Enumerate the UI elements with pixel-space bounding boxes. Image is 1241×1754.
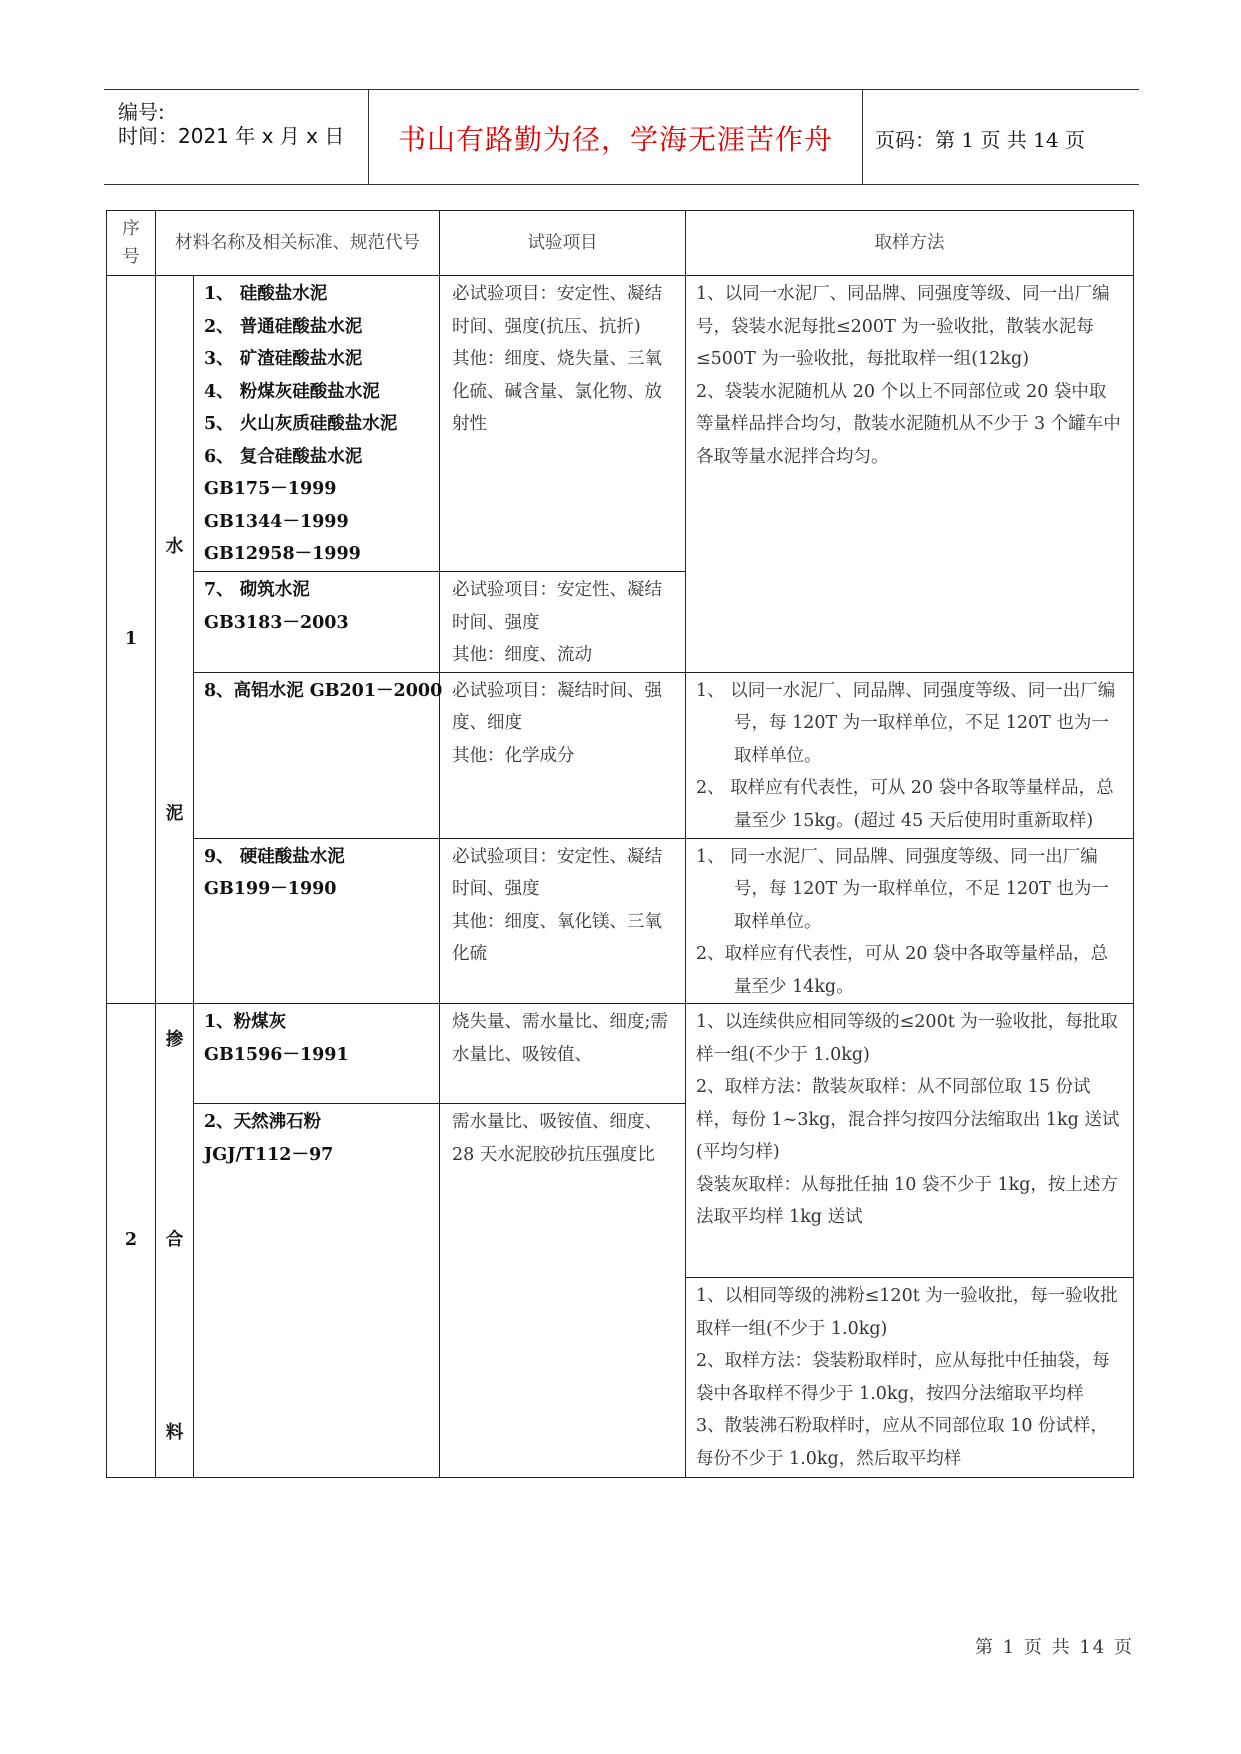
document-header bbox=[104, 89, 1139, 185]
test-items-cell: 必试验项目：安定性、凝结时间、强度(抗压、抗折) 其他：细度、烧失量、三氧化硫、碱含量、氯化物、放射性 bbox=[440, 276, 686, 572]
material-line: GB1596－1991 bbox=[204, 1044, 349, 1065]
material-line: GB175－1999 bbox=[204, 479, 337, 499]
material-cell bbox=[194, 672, 443, 838]
material-line: 3、 矿渣硅酸盐水泥 bbox=[204, 349, 363, 369]
material-line: GB12958－1999 bbox=[204, 544, 361, 564]
sampling-line: 1、以同一水泥厂、同品牌、同强度等级、同一出厂编号，袋装水泥每批≤200T 为一验收批，散装水泥每≤500T 为一验收批，每批取样一组(12kg) bbox=[696, 284, 1110, 369]
material-cell bbox=[194, 1104, 440, 1478]
sampling-line: 2、取样方法：袋装粉取样时，应从每批中任抽袋，每袋中各取样不得少于 1.0kg，按四分法缩取平均样 bbox=[696, 1351, 1110, 1404]
sampling-line: 2、取样方法：散装灰取样：从不同部位取 15 份试样，每份 1~3kg，混合拌匀按四分法缩取出 1kg 送试(平均匀样) bbox=[696, 1077, 1120, 1162]
sampling-method-cell bbox=[686, 672, 1134, 838]
table-row bbox=[107, 838, 1134, 1004]
page-indicator: 页码：第 1 页 共 14 页 bbox=[875, 128, 1085, 152]
header-test-items: 试验项目 bbox=[440, 211, 686, 276]
material-cell bbox=[194, 572, 440, 673]
header-seq: 序号 bbox=[107, 211, 156, 276]
sampling-method-cell bbox=[686, 1004, 1134, 1278]
header-left-cell bbox=[104, 90, 369, 184]
group-2-seq: 2 bbox=[107, 1004, 156, 1478]
group-1-seq: 1 bbox=[107, 276, 156, 1004]
table-header-row bbox=[107, 211, 1134, 276]
material-line: 1、粉煤灰 bbox=[204, 1012, 287, 1032]
test-items-cell: 必试验项目：安定性、凝结时间、强度 其他：细度、氧化镁、三氧化硫 bbox=[440, 838, 686, 1004]
table-row bbox=[107, 276, 1134, 572]
material-line: 5、 火山灰质硅酸盐水泥 bbox=[204, 414, 398, 434]
sampling-method-cell bbox=[686, 276, 1134, 673]
page-footer: 第 1 页 共 14 页 bbox=[975, 1637, 1134, 1658]
document-time: 时间：2021 年 x 月 x 日 bbox=[118, 124, 345, 148]
sampling-line: 2、取样应有代表性，可从 20 袋中各取等量样品，总量至少 14kg。 bbox=[696, 944, 1109, 997]
sampling-line: 1、以相同等级的沸粉≤120t 为一验收批，每一验收批取样一组(不少于 1.0kg) bbox=[696, 1286, 1118, 1339]
material-line: 1、 硅酸盐水泥 bbox=[204, 284, 328, 304]
material-line: GB1344－1999 bbox=[204, 511, 349, 532]
category-char: 掺 bbox=[165, 1030, 184, 1050]
table-row bbox=[107, 672, 1134, 838]
test-items-cell: 需水量比、吸铵值、细度、28 天水泥胶砂抗压强度比 bbox=[440, 1104, 686, 1478]
sampling-method-cell bbox=[686, 1278, 1134, 1478]
document-number-label: 编号: bbox=[118, 100, 165, 124]
header-material: 材料名称及相关标准、规范代号 bbox=[156, 211, 440, 276]
material-line: 8、高铝水泥 GB201－2000 bbox=[204, 680, 443, 701]
header-sampling-method: 取样方法 bbox=[686, 211, 1134, 276]
test-items-cell: 必试验项目：凝结时间、强度、细度 其他：化学成分 bbox=[440, 672, 686, 838]
material-cell bbox=[194, 838, 440, 1004]
material-line: GB199－1990 bbox=[204, 879, 337, 899]
sampling-line: 2、 取样应有代表性，可从 20 袋中各取等量样品，总量至少 15kg。(超过 45 天后使用时重新取样) bbox=[696, 778, 1114, 831]
sampling-line: 1、 同一水泥厂、同品牌、同强度等级、同一出厂编号，每 120T 为一取样单位，不足 120T 也为一取样单位。 bbox=[696, 846, 1109, 932]
sampling-line: 2、袋装水泥随机从 20 个以上不同部位或 20 袋中取等量样品拌合均匀，散装水泥随机从不少于 3 个罐车中各取等量水泥拌合均匀。 bbox=[696, 381, 1121, 467]
material-line: 4、 粉煤灰硅酸盐水泥 bbox=[204, 381, 380, 402]
material-line: GB3183－2003 bbox=[204, 612, 349, 633]
test-items-cell: 必试验项目：安定性、凝结时间、强度 其他：细度、流动 bbox=[440, 572, 686, 673]
category-char: 合 bbox=[165, 1230, 184, 1250]
material-line: 2、 普通硅酸盐水泥 bbox=[204, 316, 363, 337]
material-line: 2、天然沸石粉 bbox=[204, 1112, 322, 1132]
sampling-line: 1、 以同一水泥厂、同品牌、同强度等级、同一出厂编号，每 120T 为一取样单位，不足 120T 也为一取样单位。 bbox=[696, 680, 1116, 766]
header-middle-cell bbox=[369, 90, 863, 184]
sampling-line: 1、以连续供应相同等级的≤200t 为一验收批，每批取样一组(不少于 1.0kg) bbox=[696, 1012, 1118, 1065]
category-char: 水 bbox=[165, 537, 184, 557]
motto-title: 书山有路勤为径，学海无涯苦作舟 bbox=[397, 123, 833, 156]
material-line: JGJ/T112－97 bbox=[204, 1144, 334, 1165]
material-line: 6、 复合硅酸盐水泥 bbox=[204, 446, 363, 467]
sampling-method-cell bbox=[686, 838, 1134, 1004]
material-line: 9、 硬硅酸盐水泥 bbox=[204, 846, 345, 867]
group-1-category bbox=[156, 276, 194, 1004]
category-char: 料 bbox=[165, 1423, 184, 1443]
test-items-cell: 烧失量、需水量比、细度;需水量比、吸铵值、 bbox=[440, 1004, 686, 1104]
category-char: 泥 bbox=[165, 804, 184, 824]
material-sampling-table bbox=[106, 210, 1134, 1478]
sampling-line: 3、散装沸石粉取样时，应从不同部位取 10 份试样，每份不少于 1.0kg，然后取平均样 bbox=[696, 1416, 1109, 1469]
table-row bbox=[107, 1004, 1134, 1104]
sampling-line: 袋装灰取样：从每批任抽 10 袋不少于 1kg，按上述方法取平均样 1kg 送试 bbox=[696, 1174, 1118, 1227]
group-2-category bbox=[156, 1004, 194, 1478]
material-line: 7、 砌筑水泥 bbox=[204, 580, 310, 600]
material-cell bbox=[194, 276, 440, 572]
material-cell bbox=[194, 1004, 440, 1104]
header-right-cell bbox=[863, 90, 1139, 184]
